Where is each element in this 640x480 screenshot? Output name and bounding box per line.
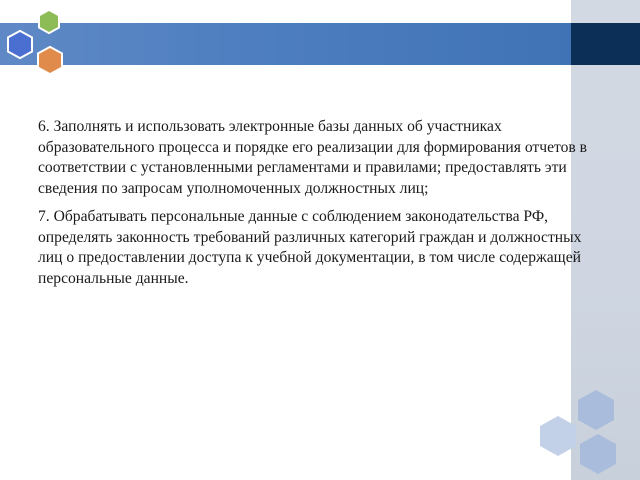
paragraph-6: 6. Заполнять и использовать электронные базы данных об участниках образовательного процесса и порядке его реализации для формирования отчетов в соответствии с установленными регламентами и правилами; предоставлять эти сведения по запросам уполномоченных должностных лиц; (38, 118, 588, 197)
hexagon-cluster-icon (0, 8, 80, 84)
paragraph-7: 7. Обрабатывать персональные данные с соблюдением законодательства РФ, определять законность требований различных категорий граждан и должностных лиц о предоставлении доступа к учебной документации, в том числе содержащей персональные данные. (38, 208, 582, 287)
hexagon-light-icon (578, 390, 614, 430)
title-bar-accent (571, 23, 640, 65)
slide-body (38, 117, 592, 297)
corner-hexagon-cluster-icon (530, 388, 640, 480)
hexagon-light-icon (540, 416, 576, 456)
title-bar (0, 23, 571, 65)
hexagon-light-icon (580, 434, 616, 474)
